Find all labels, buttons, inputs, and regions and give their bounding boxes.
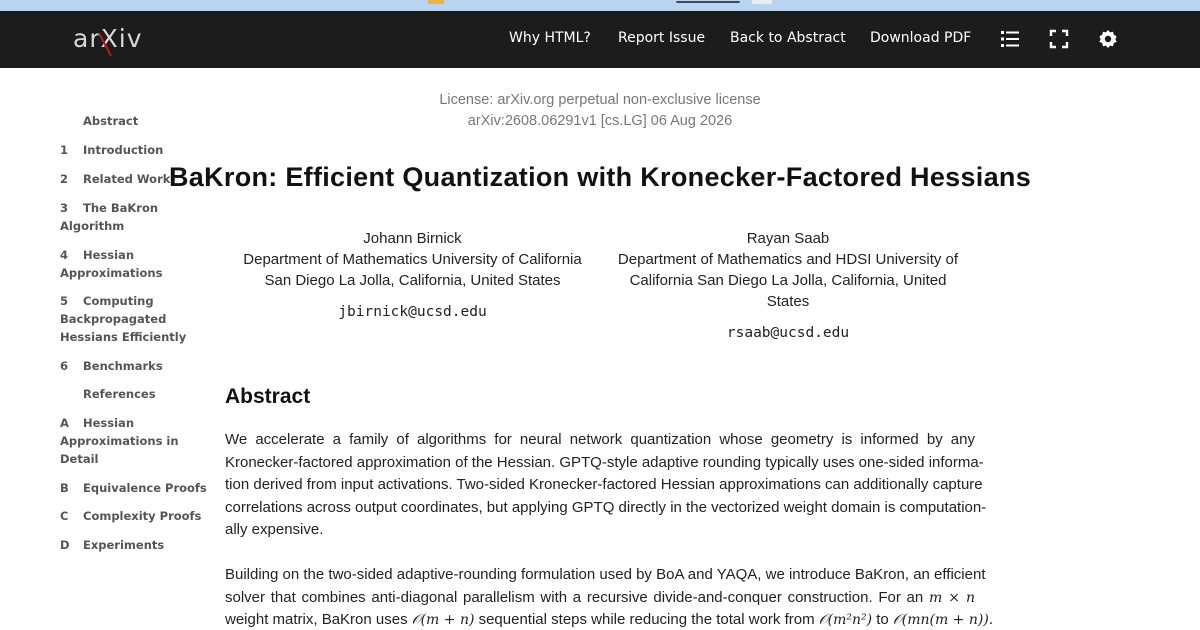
toc-label: Abstract	[83, 114, 139, 128]
math-expression: 𝒪(m²n²)	[818, 612, 873, 629]
abstract-paragraph	[225, 564, 994, 630]
toc-item-benchmarks[interactable]	[60, 357, 210, 375]
abstract-text: weight matrix, BaKron uses	[225, 611, 408, 629]
author-name: Johann Birnick	[363, 230, 462, 247]
paper-title: BaKron: Efficient Quantization with Kronecker-Factored Hessians	[168, 162, 1032, 192]
toc-label: Benchmarks	[83, 359, 163, 373]
toc-number: D	[60, 538, 70, 552]
abstract-line	[225, 587, 975, 610]
toc-item-computing-hessians[interactable]	[60, 292, 210, 346]
author-email[interactable]: jbirnick@ucsd.edu	[338, 304, 487, 320]
abstract-line: Kronecker-factored approximation of the Hessian. GPTQ-style adaptive rounding typically uses one-sided informa-	[225, 453, 984, 471]
abstract-text: sequential steps while reducing the total work from	[478, 611, 815, 629]
toc-number: 5	[60, 294, 69, 308]
toc-number: A	[60, 416, 69, 430]
why-html-link[interactable]: Why HTML?	[509, 30, 591, 46]
toc-number: 6	[60, 359, 69, 373]
author-email[interactable]: rsaab@ucsd.edu	[726, 325, 850, 341]
browser-strip-button[interactable]	[752, 0, 772, 4]
toc-label: Hessian Approximations in Detail	[60, 416, 179, 466]
download-pdf-link[interactable]: Download PDF	[870, 30, 972, 46]
toc-label: The BaKron Algorithm	[60, 201, 159, 233]
toc-number: C	[60, 509, 69, 523]
toc-item-appendix-a[interactable]	[60, 414, 210, 468]
browser-strip-icon	[428, 0, 444, 4]
toc-label: Complexity Proofs	[83, 509, 202, 523]
abstract-heading: Abstract	[225, 385, 311, 408]
toc-item-appendix-d[interactable]	[60, 536, 210, 554]
abstract-line: tion derived from input activations. Two-sided Kronecker-factored Hessian approximations can additionally capture	[225, 476, 983, 494]
abstract-text: to	[876, 611, 889, 629]
math-expression: 𝒪(mn(m + n)).	[892, 612, 994, 629]
author-block	[240, 228, 585, 323]
toc-item-hessian-approximations[interactable]	[60, 246, 210, 282]
toc-item-introduction[interactable]	[60, 141, 210, 159]
arxiv-id: arXiv:2608.06291v1 [cs.LG] 06 Aug 2026	[467, 113, 733, 129]
toc-number: 4	[60, 248, 69, 262]
abstract-line: Building on the two-sided adaptive-rounding formulation used by BoA and YAQA, we introduce BaKron, an efficient	[225, 566, 986, 583]
toc-item-appendix-b[interactable]	[60, 479, 210, 497]
abstract-line: We accelerate a family of algorithms for neural network quantization whose geometry is informed by any	[225, 431, 975, 448]
toc-number: 1	[60, 143, 69, 157]
toc-label: Related Work	[83, 172, 171, 186]
abstract-line	[225, 609, 994, 630]
browser-strip-link[interactable]	[676, 1, 740, 3]
math-expression: m × n	[928, 589, 975, 606]
toc-item-abstract[interactable]	[60, 112, 210, 130]
author-name: Rayan Saab	[746, 230, 830, 247]
abstract-paragraph	[225, 429, 987, 542]
author-affiliation: California San Diego La Jolla, California, United States	[629, 272, 947, 310]
toc-number: 3	[60, 201, 69, 215]
math-expression: 𝒪(m + n)	[411, 612, 475, 629]
author-affiliation: Department of Mathematics University of California	[243, 251, 582, 268]
top-navbar	[0, 11, 1200, 68]
license-block	[300, 90, 900, 132]
back-to-abstract-link[interactable]: Back to Abstract	[730, 30, 846, 46]
arxiv-logo[interactable]: arXiv	[73, 24, 143, 53]
fullscreen-icon[interactable]	[1048, 28, 1070, 50]
toc-label: Experiments	[83, 538, 165, 552]
abstract-text: solver that combines anti-diagonal parallelism with a recursive divide-and-conquer construction. For an	[225, 588, 924, 606]
toc-label: Introduction	[83, 143, 164, 157]
abstract-line: ally expensive.	[225, 521, 324, 539]
settings-icon[interactable]	[1097, 28, 1119, 50]
toc-label: Hessian Approximations	[60, 248, 163, 280]
toc-item-appendix-c[interactable]	[60, 507, 210, 525]
author-affiliation: San Diego La Jolla, California, United States	[264, 272, 561, 289]
toc-item-references[interactable]	[60, 385, 210, 403]
toc-label: Equivalence Proofs	[83, 481, 207, 495]
browser-top-strip	[0, 0, 1200, 11]
toc-label: References	[83, 387, 156, 401]
toc-number: 2	[60, 172, 69, 186]
license-text: License: arXiv.org perpetual non-exclusive license	[439, 92, 761, 108]
report-issue-link[interactable]: Report Issue	[618, 30, 706, 46]
author-block	[610, 228, 966, 344]
author-affiliation: Department of Mathematics and HDSI University of	[617, 251, 959, 268]
toc-number: B	[60, 481, 69, 495]
toc-item-bakron-algorithm[interactable]	[60, 199, 210, 235]
abstract-line: correlations across output coordinates, but applying GPTQ directly in the vectorized weight domain is computation-	[225, 498, 987, 516]
list-icon[interactable]	[999, 28, 1021, 50]
toc-label: Computing Backpropagated Hessians Efficiently	[60, 294, 187, 344]
